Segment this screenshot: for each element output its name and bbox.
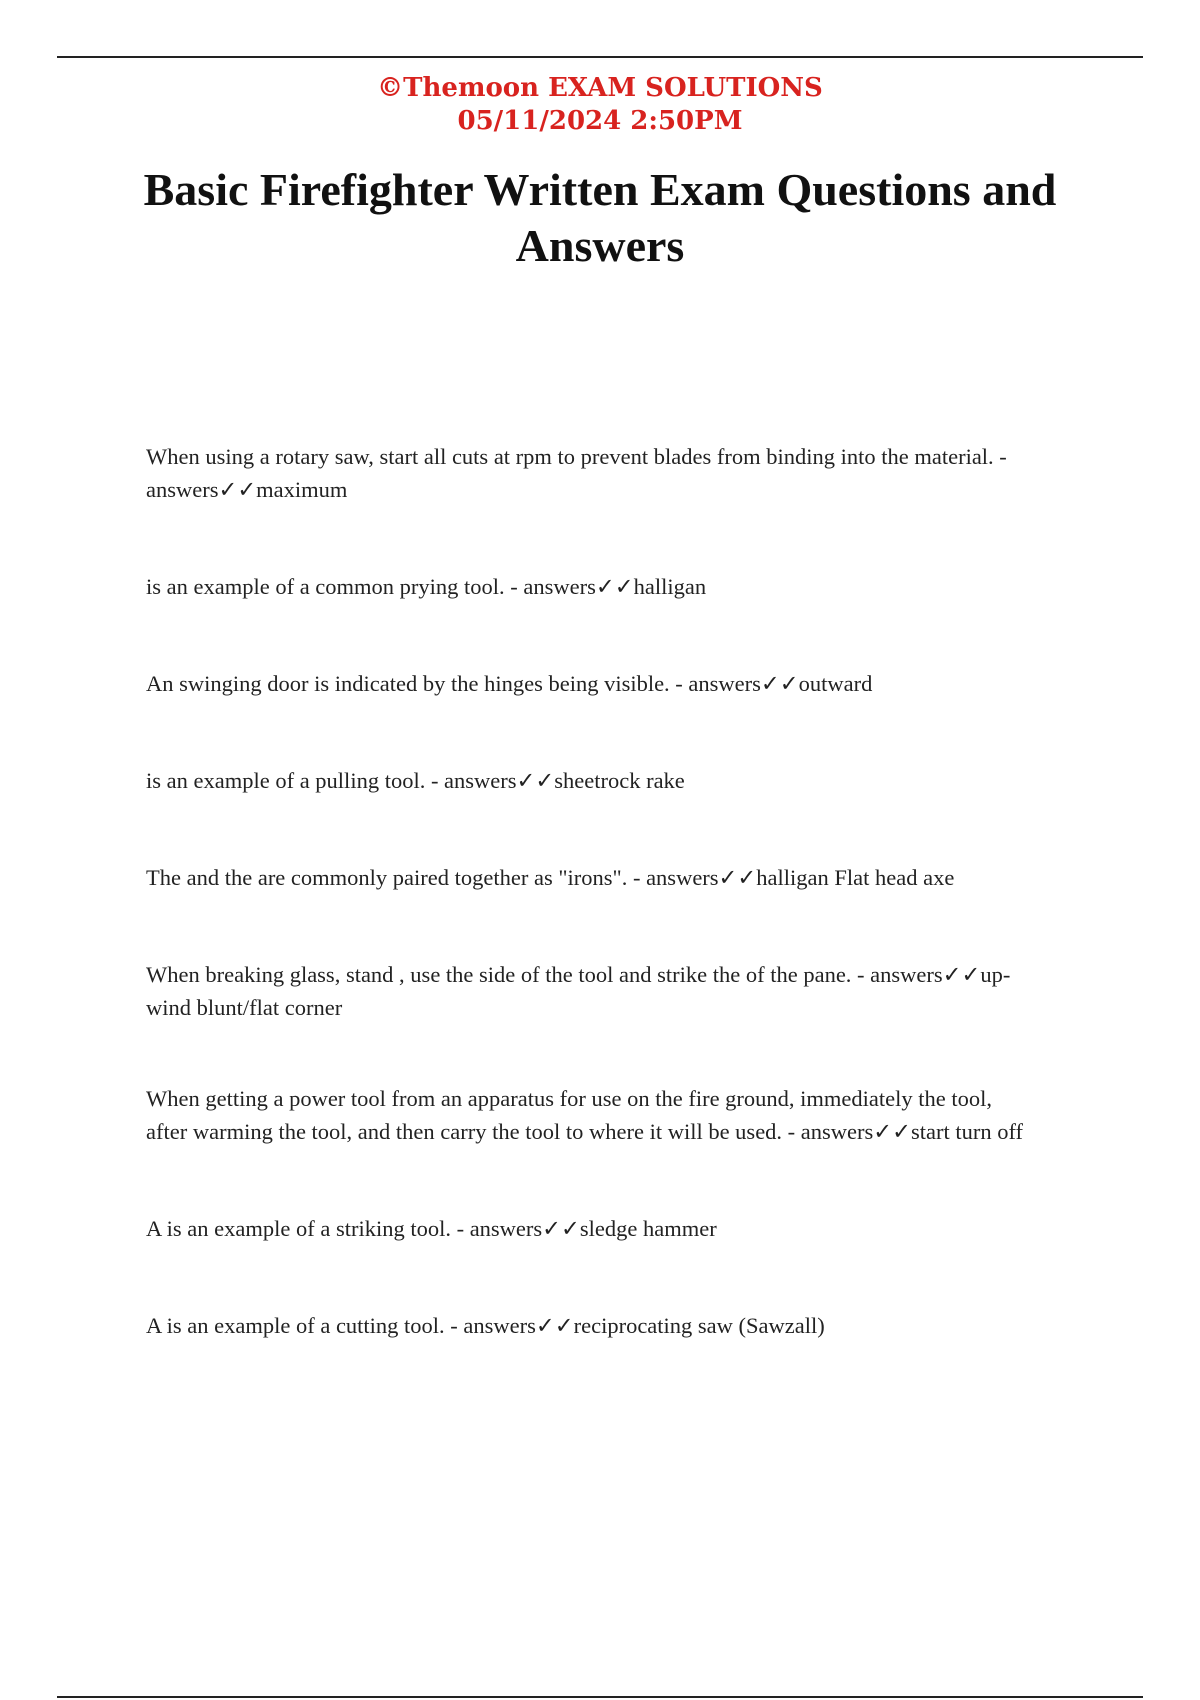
qa-item-6: When breaking glass, stand , use the side of the tool and strike the of the pane. - answers✓✓up- wind blunt/flat corner [146,962,1011,1020]
qa-item-5: The and the are commonly paired together as "irons". - answers✓✓halligan Flat head axe [146,865,955,890]
qa-item-3: An swinging door is indicated by the hinges being visible. - answers✓✓outward [146,671,873,696]
watermark-timestamp: 05/11/2024 2:50PM [457,106,743,136]
watermark-line-1: ©Themoon EXAM SOLUTIONS [377,73,823,103]
qa-item-2: is an example of a common prying tool. - answers✓✓halligan [146,574,707,599]
qa-item-8: A is an example of a striking tool. - answers✓✓sledge hammer [146,1216,717,1241]
qa-item-9: A is an example of a cutting tool. - answers✓✓reciprocating saw (Sawzall) [146,1313,825,1338]
bottom-rule [57,1696,1143,1698]
qa-item-7: When getting a power tool from an apparatus for use on the fire ground, immediately the tool, after warming the tool, and then carry the tool to where it will be used. - answers✓✓start turn off [146,1086,1024,1144]
watermark-header [0,72,1200,138]
qa-list [146,440,1094,1342]
qa-item-4: is an example of a pulling tool. - answers✓✓sheetrock rake [146,768,685,793]
top-rule [57,56,1143,58]
qa-item-1: When using a rotary saw, start all cuts at rpm to prevent blades from binding into the material. - answers✓✓maximum [146,444,1007,502]
document-title: Basic Firefighter Written Exam Questions and Answers [143,164,1057,271]
